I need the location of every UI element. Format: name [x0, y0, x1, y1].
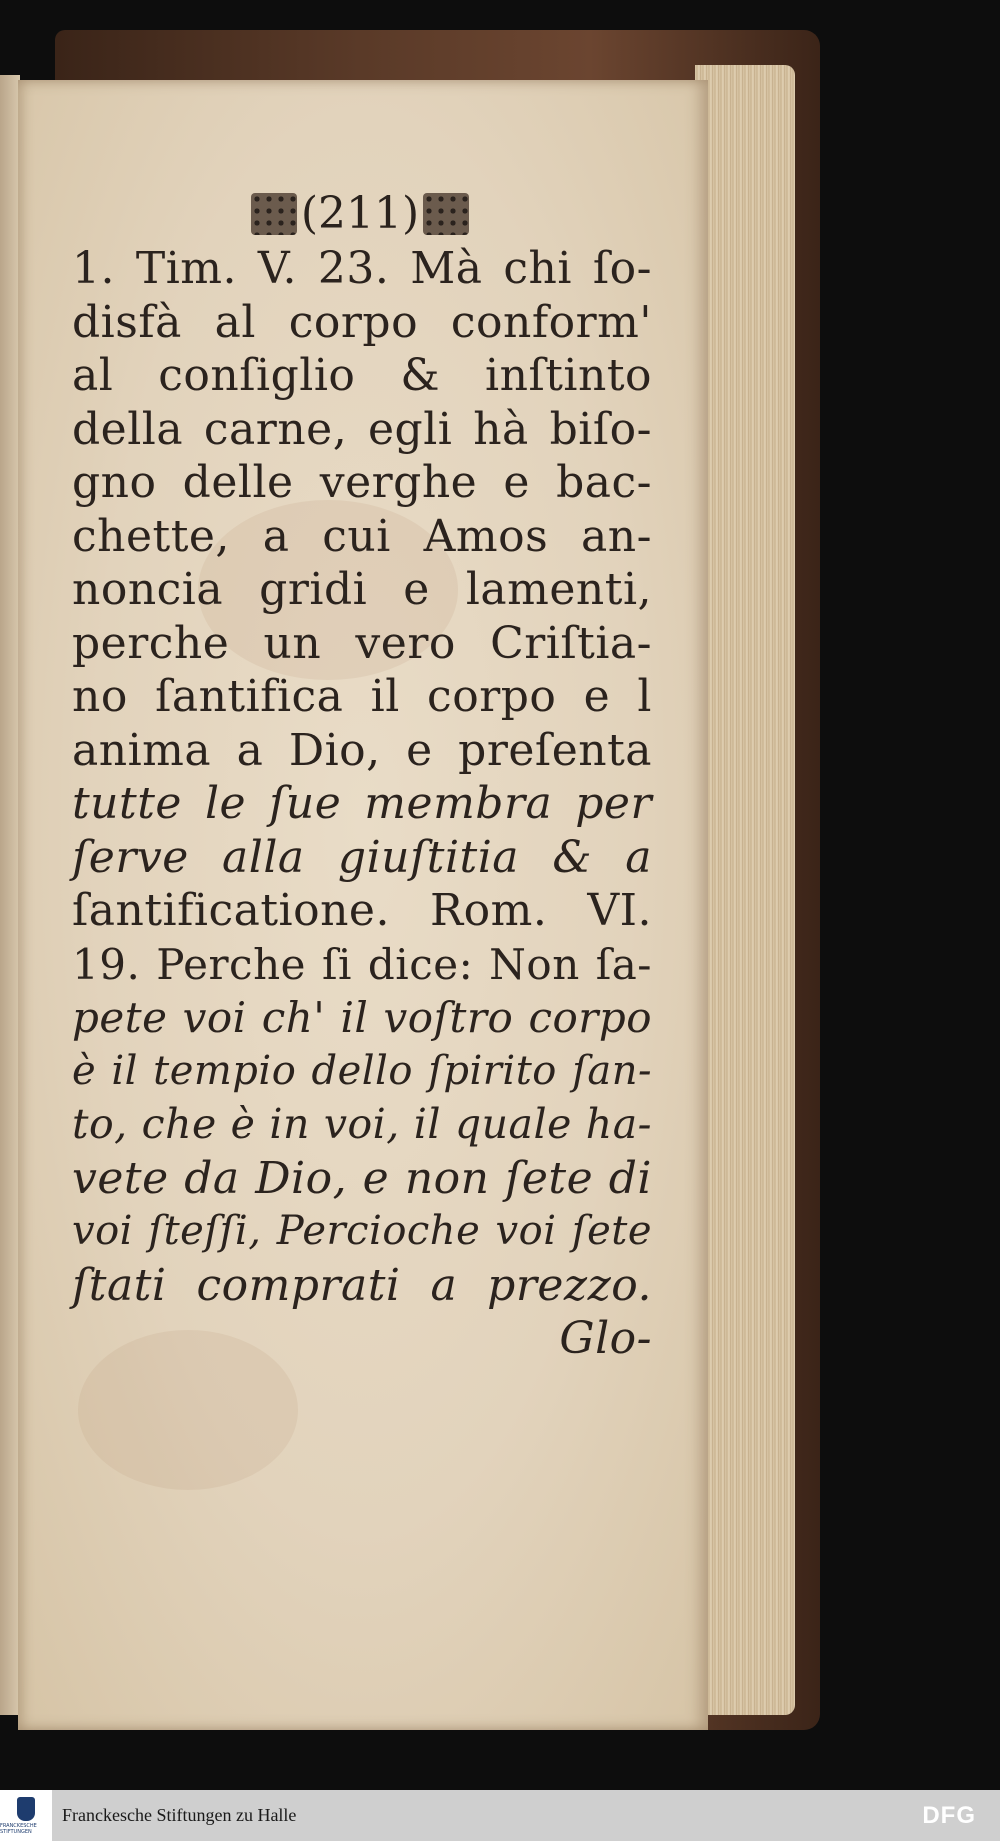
text-line: al conſiglio & inſtinto	[72, 350, 652, 401]
text-line: 19. Perche ſi dice: Non ſa-	[72, 939, 652, 989]
previous-page-edge	[0, 75, 20, 1715]
text-line: no ſantifica il corpo e l	[72, 671, 652, 722]
text-line: noncia gridi e lamenti,	[72, 564, 652, 615]
logo-text: FRANCKESCHE STIFTUNGEN	[0, 1822, 37, 1835]
body-text	[72, 242, 652, 1366]
text-line: disfà al corpo conform'	[72, 296, 652, 348]
text-line: voi ſteſſi, Percioche voi ſete	[72, 1208, 652, 1254]
page-number: (211)	[300, 188, 420, 239]
text-line: to, che è in voi, il quale ha-	[72, 1100, 652, 1148]
text-line: ſerve alla giuſtitia & a	[72, 831, 652, 883]
text-line: chette, a cui Amos an-	[72, 510, 652, 562]
logo-icon	[17, 1797, 35, 1821]
institution-name[interactable]: Franckesche Stiftungen zu Halle	[62, 1805, 297, 1825]
text-line: Glo-	[559, 1313, 652, 1364]
text-line: 1. Tim. V. 23. Mà chi ſo-	[72, 243, 652, 294]
ornament-icon	[251, 193, 297, 235]
page-edges	[695, 65, 795, 1715]
text-line: ſtati comprati a prezzo.	[72, 1259, 652, 1311]
institution-logo[interactable]	[0, 1790, 52, 1841]
dfg-logo[interactable]: DFG	[922, 1802, 976, 1829]
text-line: tutte le ſue membra per	[72, 778, 652, 829]
text-line: ſantificatione. Rom. VI.	[72, 885, 652, 936]
text-line: della carne, egli hà biſo-	[72, 403, 652, 455]
viewer-footer	[0, 1790, 1000, 1841]
text-line: vete da Dio, e non ſete di	[72, 1152, 652, 1204]
ornament-icon	[423, 193, 469, 235]
text-line: anima a Dio, e preſenta	[72, 724, 652, 776]
text-line: perche un vero Criſtia-	[72, 617, 652, 669]
page-header	[250, 188, 470, 240]
text-line: pete voi ch' il voſtro corpo	[72, 993, 652, 1042]
text-line: gno delle verghe e bac-	[72, 457, 652, 508]
text-line: è il tempio dello ſpirito ſan-	[72, 1047, 652, 1094]
